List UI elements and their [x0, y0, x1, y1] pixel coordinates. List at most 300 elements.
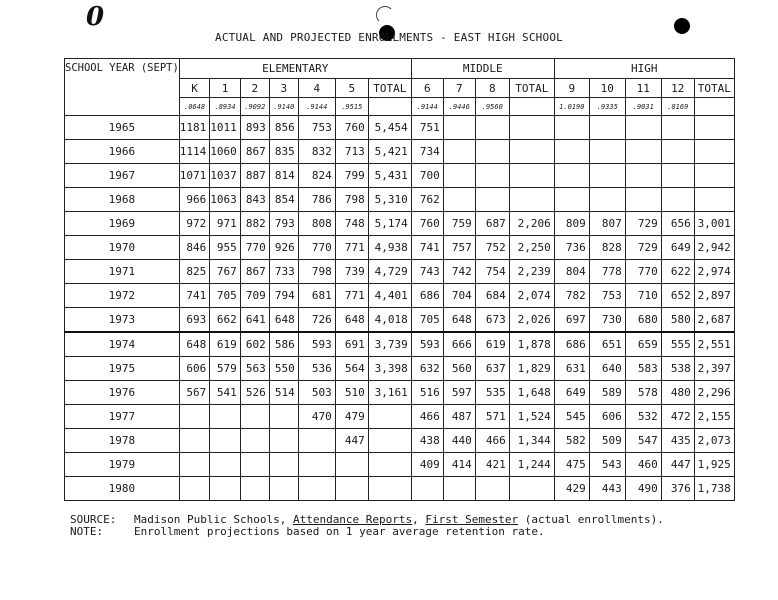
note-label: NOTE: — [70, 525, 104, 538]
source-text-post: (actual enrollments). — [518, 513, 664, 526]
row-year: 1973 — [65, 308, 180, 333]
table-cell — [298, 477, 335, 501]
table-cell — [625, 116, 661, 140]
table-cell: 733 — [269, 260, 298, 284]
table-cell: 798 — [335, 188, 368, 212]
table-cell: 2,206 — [509, 212, 554, 236]
table-cell: 856 — [269, 116, 298, 140]
table-cell: 1114 — [179, 140, 210, 164]
table-cell: 3,001 — [694, 212, 734, 236]
table-cell: 414 — [443, 453, 475, 477]
retention-rate: .9515 — [335, 98, 368, 116]
table-cell: 589 — [589, 381, 625, 405]
table-cell: 5,310 — [368, 188, 411, 212]
table-cell: 808 — [298, 212, 335, 236]
table-cell — [240, 405, 269, 429]
table-cell: 739 — [335, 260, 368, 284]
table-cell: 5,421 — [368, 140, 411, 164]
table-cell: 480 — [661, 381, 694, 405]
table-cell: 470 — [298, 405, 335, 429]
table-cell: 649 — [661, 236, 694, 260]
table-cell: 752 — [475, 236, 509, 260]
table-cell: 893 — [240, 116, 269, 140]
table-cell: 743 — [411, 260, 443, 284]
section-header-row — [65, 59, 735, 79]
table-cell — [661, 188, 694, 212]
table-cell: 649 — [554, 381, 589, 405]
table-cell: 3,161 — [368, 381, 411, 405]
table-cell: 662 — [210, 308, 241, 333]
section-middle: MIDDLE — [411, 59, 554, 79]
column-header: 3 — [269, 79, 298, 98]
table-cell: 409 — [411, 453, 443, 477]
table-cell: 490 — [625, 477, 661, 501]
table-cell: 4,018 — [368, 308, 411, 333]
table-cell: 793 — [269, 212, 298, 236]
table-cell: 421 — [475, 453, 509, 477]
table-cell: 971 — [210, 212, 241, 236]
table-cell — [554, 188, 589, 212]
table-cell: 1,344 — [509, 429, 554, 453]
table-cell — [661, 140, 694, 164]
row-year: 1972 — [65, 284, 180, 308]
column-header: 6 — [411, 79, 443, 98]
table-cell — [475, 477, 509, 501]
table-cell: 807 — [589, 212, 625, 236]
table-cell: 1037 — [210, 164, 241, 188]
row-year: 1977 — [65, 405, 180, 429]
table-cell: 2,942 — [694, 236, 734, 260]
table-cell: 741 — [411, 236, 443, 260]
table-cell: 619 — [210, 332, 241, 357]
table-cell: 972 — [179, 212, 210, 236]
row-year: 1969 — [65, 212, 180, 236]
table-cell — [298, 453, 335, 477]
table-cell: 466 — [475, 429, 509, 453]
table-cell: 435 — [661, 429, 694, 453]
table-cell — [554, 164, 589, 188]
table-cell: 2,897 — [694, 284, 734, 308]
table-cell: 691 — [335, 332, 368, 357]
column-header: TOTAL — [368, 79, 411, 98]
table-cell: 2,551 — [694, 332, 734, 357]
school-year-header: SCHOOL YEAR (SEPT) — [65, 59, 180, 116]
table-cell — [509, 164, 554, 188]
row-year: 1979 — [65, 453, 180, 477]
table-cell — [368, 477, 411, 501]
column-header: 10 — [589, 79, 625, 98]
table-cell — [335, 453, 368, 477]
table-cell: 2,397 — [694, 357, 734, 381]
column-header: 4 — [298, 79, 335, 98]
table-cell — [589, 164, 625, 188]
table-cell — [475, 164, 509, 188]
table-row — [65, 260, 735, 284]
table-cell: 1181 — [179, 116, 210, 140]
table-cell: 631 — [554, 357, 589, 381]
retention-rate: .9560 — [475, 98, 509, 116]
page-title: ACTUAL AND PROJECTED ENROLLMENTS - EAST HIGH SCHOOL — [215, 31, 563, 44]
table-cell — [179, 477, 210, 501]
retention-rate: .8934 — [210, 98, 241, 116]
table-cell: 543 — [589, 453, 625, 477]
table-cell — [368, 453, 411, 477]
table-cell: 736 — [554, 236, 589, 260]
table-cell: 760 — [411, 212, 443, 236]
table-cell: 1,829 — [509, 357, 554, 381]
table-cell: 770 — [298, 236, 335, 260]
column-header: 1 — [210, 79, 241, 98]
table-cell — [625, 188, 661, 212]
table-cell — [589, 188, 625, 212]
table-cell — [269, 477, 298, 501]
table-cell: 447 — [335, 429, 368, 453]
source-text-mid: , — [412, 513, 426, 526]
table-cell: 770 — [625, 260, 661, 284]
table-cell: 640 — [589, 357, 625, 381]
table-row — [65, 357, 735, 381]
table-row — [65, 405, 735, 429]
table-cell: 606 — [179, 357, 210, 381]
table-cell: 475 — [554, 453, 589, 477]
table-cell: 778 — [589, 260, 625, 284]
table-cell: 571 — [475, 405, 509, 429]
table-cell: 429 — [554, 477, 589, 501]
source-label: SOURCE: — [70, 513, 117, 526]
row-year: 1971 — [65, 260, 180, 284]
table-cell: 536 — [298, 357, 335, 381]
table-cell: 867 — [240, 140, 269, 164]
table-row — [65, 381, 735, 405]
table-cell: 753 — [298, 116, 335, 140]
table-cell: 447 — [661, 453, 694, 477]
table-cell: 1,878 — [509, 332, 554, 357]
table-cell: 704 — [443, 284, 475, 308]
table-cell — [368, 405, 411, 429]
table-cell — [694, 188, 734, 212]
source-first-semester: First Semester — [425, 513, 519, 526]
table-cell: 5,454 — [368, 116, 411, 140]
table-cell: 579 — [210, 357, 241, 381]
table-cell — [443, 188, 475, 212]
retention-rate: .9144 — [411, 98, 443, 116]
table-cell: 541 — [210, 381, 241, 405]
table-row — [65, 308, 735, 333]
table-cell: 846 — [179, 236, 210, 260]
table-cell: 440 — [443, 429, 475, 453]
table-cell: 4,938 — [368, 236, 411, 260]
table-cell: 709 — [240, 284, 269, 308]
row-year: 1968 — [65, 188, 180, 212]
table-cell: 887 — [240, 164, 269, 188]
table-cell: 509 — [589, 429, 625, 453]
table-cell: 516 — [411, 381, 443, 405]
table-cell: 563 — [240, 357, 269, 381]
table-cell: 2,296 — [694, 381, 734, 405]
table-cell — [411, 477, 443, 501]
table-cell: 4,401 — [368, 284, 411, 308]
table-cell: 684 — [475, 284, 509, 308]
table-cell: 472 — [661, 405, 694, 429]
table-cell: 673 — [475, 308, 509, 333]
footnotes — [70, 514, 664, 538]
table-cell: 510 — [335, 381, 368, 405]
table-row — [65, 332, 735, 357]
table-cell: 955 — [210, 236, 241, 260]
table-cell: 760 — [335, 116, 368, 140]
note-line — [70, 526, 664, 538]
table-cell — [443, 477, 475, 501]
retention-rate: .0648 — [179, 98, 210, 116]
table-cell: 854 — [269, 188, 298, 212]
table-cell: 713 — [335, 140, 368, 164]
table-cell: 926 — [269, 236, 298, 260]
table-cell — [443, 164, 475, 188]
table-cell: 741 — [179, 284, 210, 308]
table-cell: 759 — [443, 212, 475, 236]
table-row — [65, 116, 735, 140]
table-cell: 1,738 — [694, 477, 734, 501]
table-cell: 799 — [335, 164, 368, 188]
table-cell — [509, 477, 554, 501]
row-year: 1978 — [65, 429, 180, 453]
table-cell: 4,729 — [368, 260, 411, 284]
table-cell: 680 — [625, 308, 661, 333]
table-cell: 641 — [240, 308, 269, 333]
table-cell — [240, 429, 269, 453]
table-cell: 487 — [443, 405, 475, 429]
row-year: 1967 — [65, 164, 180, 188]
table-cell — [210, 477, 241, 501]
table-cell: 686 — [554, 332, 589, 357]
table-cell: 376 — [661, 477, 694, 501]
table-cell: 966 — [179, 188, 210, 212]
table-cell: 648 — [269, 308, 298, 333]
table-cell: 2,239 — [509, 260, 554, 284]
table-cell: 443 — [589, 477, 625, 501]
table-cell: 705 — [411, 308, 443, 333]
table-cell: 832 — [298, 140, 335, 164]
row-year: 1965 — [65, 116, 180, 140]
table-cell: 794 — [269, 284, 298, 308]
table-cell: 835 — [269, 140, 298, 164]
enrollment-table — [64, 58, 735, 501]
table-cell: 438 — [411, 429, 443, 453]
table-row — [65, 477, 735, 501]
table-cell: 586 — [269, 332, 298, 357]
retention-rate: .9446 — [443, 98, 475, 116]
table-cell: 526 — [240, 381, 269, 405]
table-cell: 681 — [298, 284, 335, 308]
column-header: 7 — [443, 79, 475, 98]
table-cell: 2,074 — [509, 284, 554, 308]
table-cell: 770 — [240, 236, 269, 260]
table-cell: 809 — [554, 212, 589, 236]
table-cell: 656 — [661, 212, 694, 236]
note-text: Enrollment projections based on 1 year average retention rate. — [134, 525, 545, 538]
table-cell — [589, 140, 625, 164]
table-cell: 535 — [475, 381, 509, 405]
table-cell — [475, 116, 509, 140]
table-cell — [179, 405, 210, 429]
table-cell: 560 — [443, 357, 475, 381]
table-cell: 3,739 — [368, 332, 411, 357]
table-cell: 1060 — [210, 140, 241, 164]
retention-rate: .9140 — [269, 98, 298, 116]
row-year: 1975 — [65, 357, 180, 381]
table-cell — [589, 116, 625, 140]
table-cell — [210, 429, 241, 453]
table-cell: 751 — [411, 116, 443, 140]
table-cell: 547 — [625, 429, 661, 453]
section-elementary: ELEMENTARY — [179, 59, 411, 79]
table-cell: 730 — [589, 308, 625, 333]
column-header: 11 — [625, 79, 661, 98]
table-cell: 2,155 — [694, 405, 734, 429]
table-cell: 567 — [179, 381, 210, 405]
table-cell — [298, 429, 335, 453]
row-year: 1974 — [65, 332, 180, 357]
table-cell: 762 — [411, 188, 443, 212]
table-cell: 687 — [475, 212, 509, 236]
table-cell: 2,687 — [694, 308, 734, 333]
table-cell: 771 — [335, 236, 368, 260]
table-cell: 726 — [298, 308, 335, 333]
table-cell: 648 — [443, 308, 475, 333]
table-cell: 503 — [298, 381, 335, 405]
table-cell: 1011 — [210, 116, 241, 140]
table-cell: 882 — [240, 212, 269, 236]
table-cell: 828 — [589, 236, 625, 260]
table-row — [65, 188, 735, 212]
column-header: 2 — [240, 79, 269, 98]
table-cell: 786 — [298, 188, 335, 212]
table-cell: 798 — [298, 260, 335, 284]
table-cell — [443, 140, 475, 164]
table-cell — [179, 429, 210, 453]
table-cell: 555 — [661, 332, 694, 357]
table-cell: 734 — [411, 140, 443, 164]
retention-rate — [368, 98, 411, 116]
table-cell — [625, 164, 661, 188]
table-cell: 5,174 — [368, 212, 411, 236]
table-cell: 564 — [335, 357, 368, 381]
table-cell — [240, 453, 269, 477]
column-header: 9 — [554, 79, 589, 98]
table-cell: 748 — [335, 212, 368, 236]
table-cell: 767 — [210, 260, 241, 284]
table-cell: 652 — [661, 284, 694, 308]
table-cell: 729 — [625, 236, 661, 260]
table-cell: 1,244 — [509, 453, 554, 477]
section-high: HIGH — [554, 59, 734, 79]
table-cell: 2,026 — [509, 308, 554, 333]
table-cell: 5,431 — [368, 164, 411, 188]
column-header: 5 — [335, 79, 368, 98]
table-cell: 479 — [335, 405, 368, 429]
column-header: TOTAL — [509, 79, 554, 98]
table-cell: 1,925 — [694, 453, 734, 477]
retention-rate: 1.0190 — [554, 98, 589, 116]
handwritten-mark: 0 — [86, 2, 105, 32]
row-year: 1966 — [65, 140, 180, 164]
table-cell: 697 — [554, 308, 589, 333]
source-attendance-reports: Attendance Reports — [292, 513, 413, 526]
table-cell: 2,974 — [694, 260, 734, 284]
table-cell: 1,524 — [509, 405, 554, 429]
table-cell — [269, 453, 298, 477]
table-cell — [554, 116, 589, 140]
table-cell: 2,250 — [509, 236, 554, 260]
table-cell: 637 — [475, 357, 509, 381]
table-cell: 686 — [411, 284, 443, 308]
row-year: 1970 — [65, 236, 180, 260]
table-cell — [554, 140, 589, 164]
table-cell — [475, 188, 509, 212]
table-cell — [509, 140, 554, 164]
retention-rate: .8169 — [661, 98, 694, 116]
table-cell: 606 — [589, 405, 625, 429]
table-cell: 771 — [335, 284, 368, 308]
table-cell — [269, 405, 298, 429]
table-row — [65, 140, 735, 164]
table-cell — [509, 188, 554, 212]
table-cell: 3,398 — [368, 357, 411, 381]
table-cell: 742 — [443, 260, 475, 284]
table-cell: 1,648 — [509, 381, 554, 405]
table-cell: 593 — [298, 332, 335, 357]
table-row — [65, 284, 735, 308]
table-cell: 532 — [625, 405, 661, 429]
table-cell: 460 — [625, 453, 661, 477]
table-row — [65, 429, 735, 453]
table-cell — [269, 429, 298, 453]
table-cell — [443, 116, 475, 140]
table-cell: 580 — [661, 308, 694, 333]
table-cell: 814 — [269, 164, 298, 188]
table-row — [65, 164, 735, 188]
table-cell: 705 — [210, 284, 241, 308]
table-cell — [335, 477, 368, 501]
retention-rate: .9092 — [240, 98, 269, 116]
table-cell — [661, 116, 694, 140]
column-header: 8 — [475, 79, 509, 98]
row-year: 1980 — [65, 477, 180, 501]
table-cell — [694, 116, 734, 140]
table-cell: 824 — [298, 164, 335, 188]
table-cell: 693 — [179, 308, 210, 333]
retention-rate: .9144 — [298, 98, 335, 116]
column-header: K — [179, 79, 210, 98]
table-cell: 583 — [625, 357, 661, 381]
table-cell: 550 — [269, 357, 298, 381]
table-row — [65, 453, 735, 477]
table-cell: 710 — [625, 284, 661, 308]
table-cell: 619 — [475, 332, 509, 357]
column-header: TOTAL — [694, 79, 734, 98]
table-cell: 782 — [554, 284, 589, 308]
table-cell — [210, 453, 241, 477]
table-cell: 867 — [240, 260, 269, 284]
table-cell: 648 — [179, 332, 210, 357]
table-cell — [509, 116, 554, 140]
table-cell: 602 — [240, 332, 269, 357]
row-year: 1976 — [65, 381, 180, 405]
table-cell: 757 — [443, 236, 475, 260]
column-header: 12 — [661, 79, 694, 98]
table-cell: 659 — [625, 332, 661, 357]
table-cell: 593 — [411, 332, 443, 357]
